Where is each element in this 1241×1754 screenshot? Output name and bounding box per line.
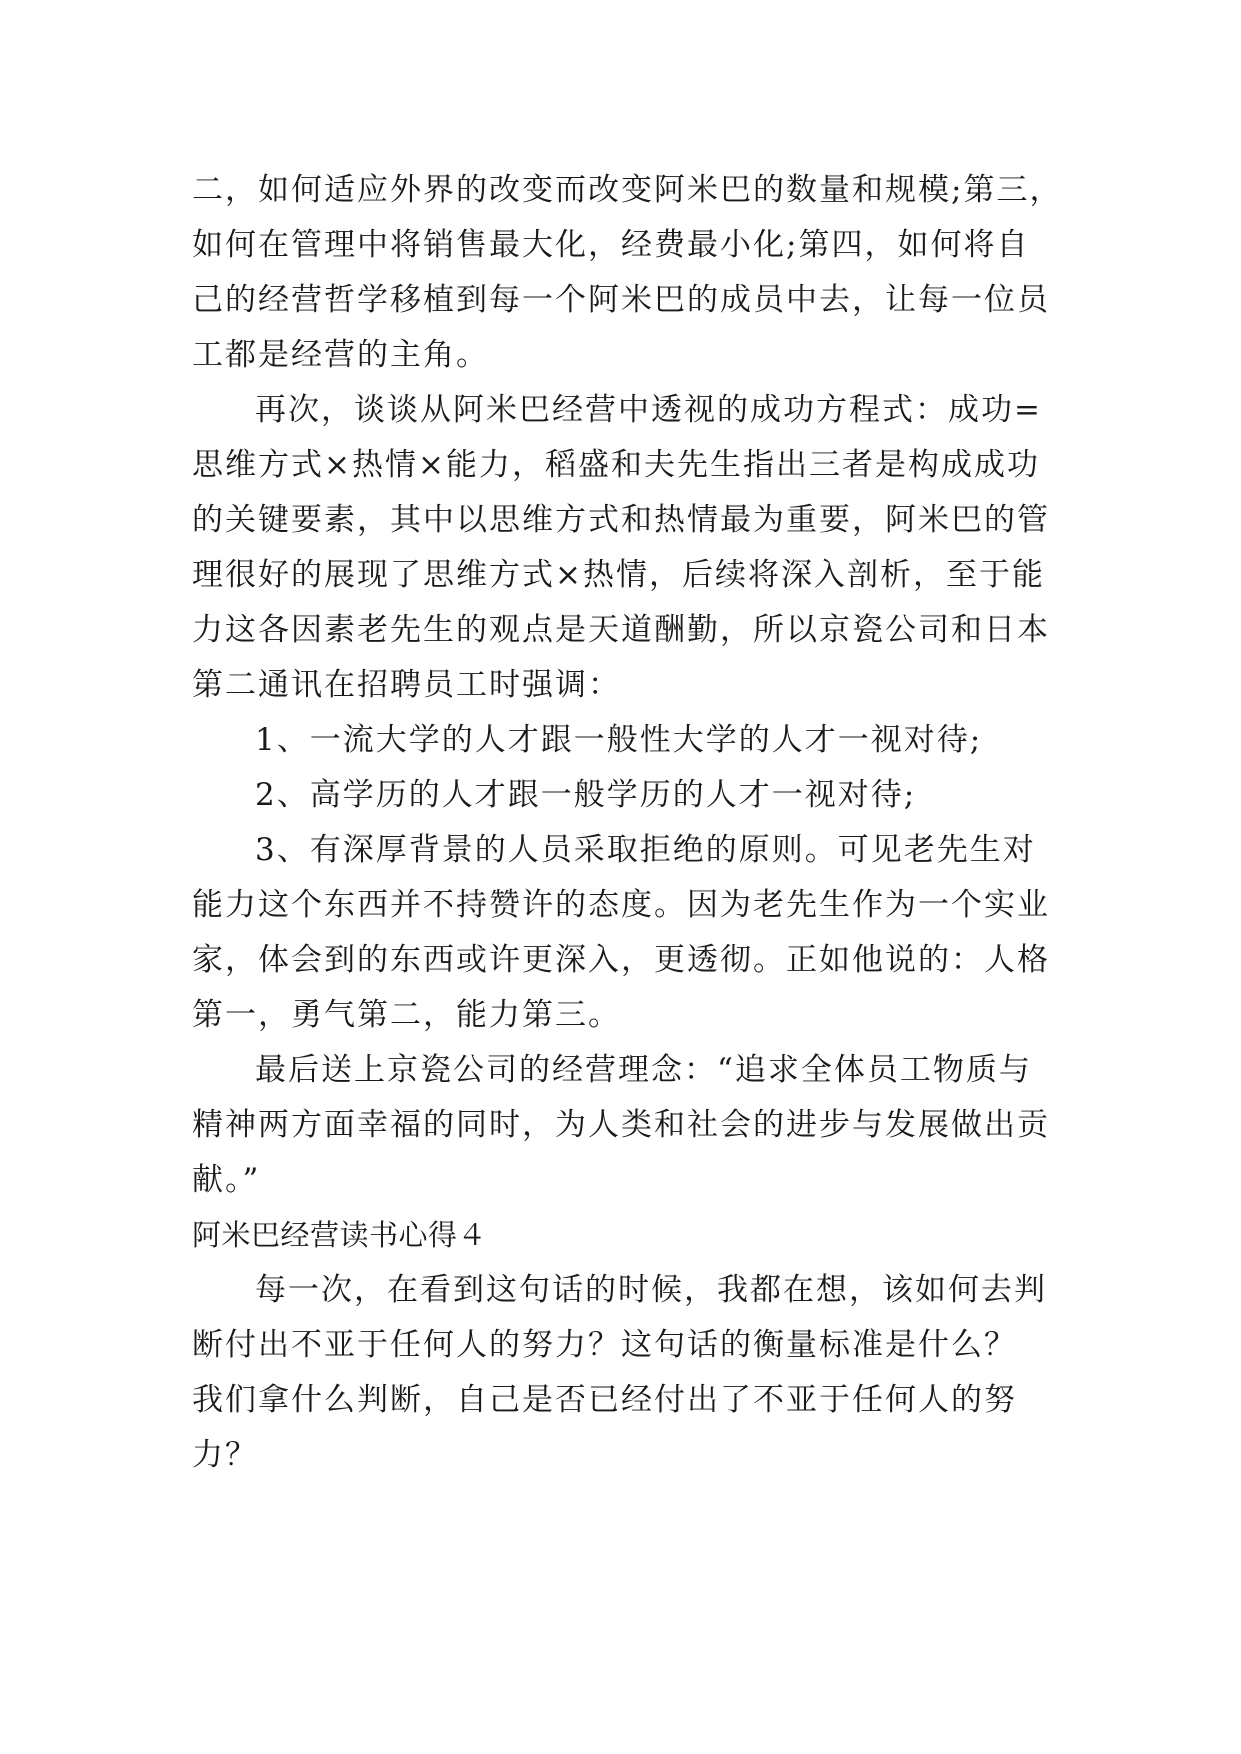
text-line: 第一，勇气第二，能力第三。: [192, 997, 621, 1033]
text-line: 精神两方面幸福的同时，为人类和社会的进步与发展做出贡: [192, 1107, 1050, 1143]
list-item: 1、一流大学的人才跟一般性大学的人才一视对待;: [255, 722, 983, 758]
text-line: 再次，谈谈从阿米巴经营中透视的成功方程式：成功=: [255, 392, 1042, 428]
text-line: 能力这个东西并不持赞许的态度。因为老先生作为一个实业: [192, 887, 1050, 923]
text-line: 力这各因素老先生的观点是天道酬勤，所以京瓷公司和日本: [192, 612, 1050, 648]
list-item: 2、高学历的人才跟一般学历的人才一视对待;: [255, 777, 917, 813]
text-line: 理很好的展现了思维方式×热情，后续将深入剖析，至于能: [192, 557, 1045, 593]
text-line: 工都是经营的主角。: [192, 337, 489, 373]
text-line: 如何在管理中将销售最大化，经费最小化;第四，如何将自: [192, 227, 1030, 263]
text-line: 己的经营哲学移植到每一个阿米巴的成员中去，让每一位员: [192, 282, 1050, 318]
text-line: 第二通讯在招聘员工时强调：: [192, 667, 621, 703]
text-line: 最后送上京瓷公司的经营理念：“追求全体员工物质与: [255, 1052, 1032, 1088]
text-line: 家，体会到的东西或许更深入，更透彻。正如他说的：人格: [192, 942, 1050, 978]
text-line: 力？: [192, 1437, 258, 1473]
text-line: 的关键要素，其中以思维方式和热情最为重要，阿米巴的管: [192, 502, 1050, 538]
text-line: 二，如何适应外界的改变而改变阿米巴的数量和规模;第三，: [192, 172, 1063, 208]
list-item: 3、有深厚背景的人员采取拒绝的原则。可见老先生对: [255, 832, 1036, 868]
document-page: [192, 163, 1063, 1483]
section-heading: 阿米巴经营读书心得４: [192, 1218, 488, 1252]
text-line: 每一次，在看到这句话的时候，我都在想，该如何去判: [255, 1272, 1047, 1308]
text-line: 思维方式×热情×能力，稻盛和夫先生指出三者是构成成功: [192, 447, 1040, 483]
text-line: 断付出不亚于任何人的努力？这句话的衡量标准是什么？: [192, 1327, 1017, 1363]
text-line: 我们拿什么判断，自己是否已经付出了不亚于任何人的努: [192, 1382, 1017, 1418]
text-line: 献。”: [192, 1162, 261, 1198]
